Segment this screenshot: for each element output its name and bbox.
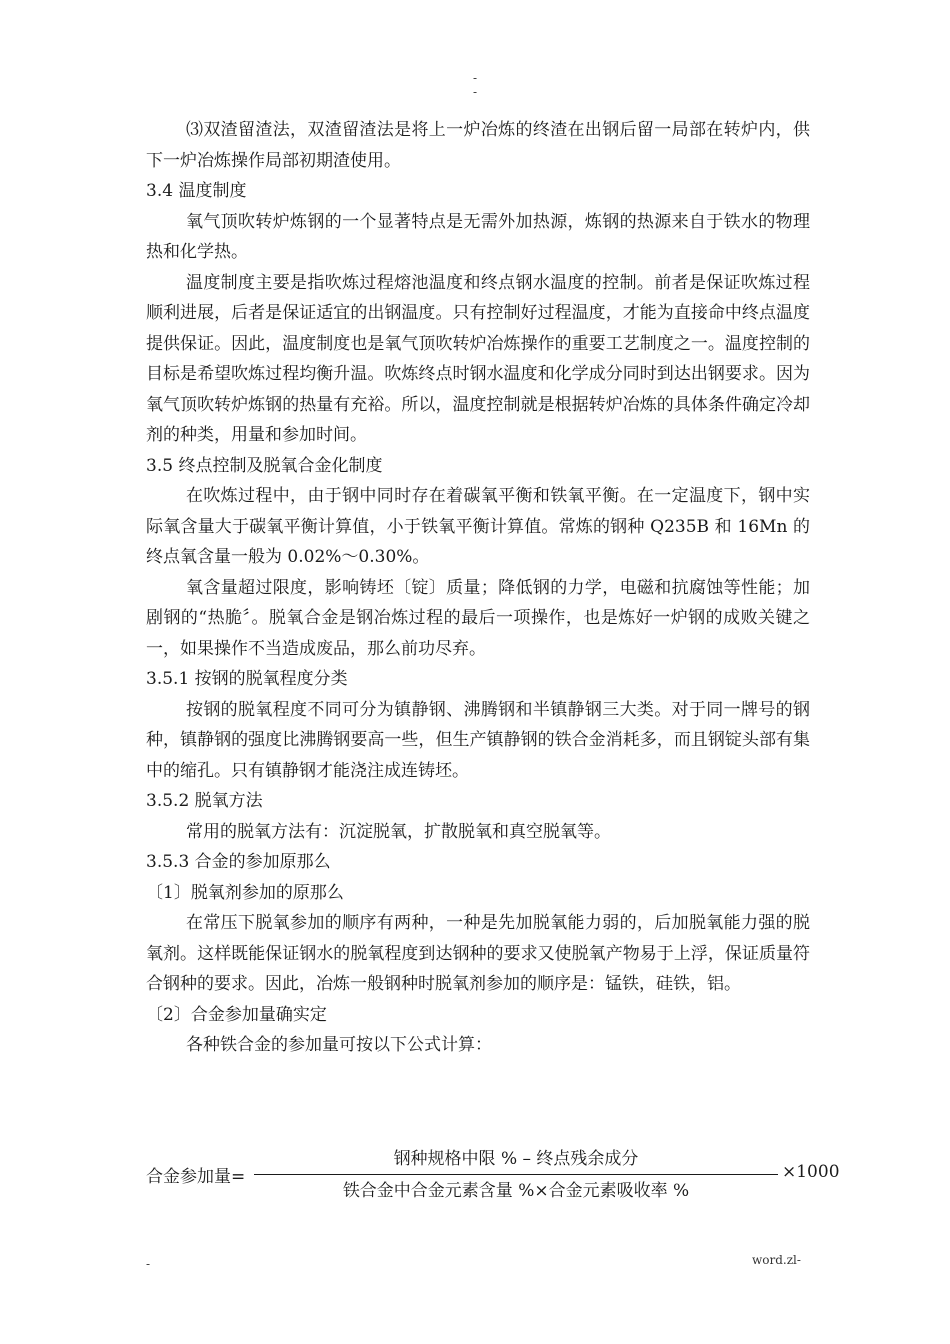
section-heading-3-5-3: 3.5.3 合金的参加原那么 <box>146 852 331 872</box>
paragraph-deoxidation-classes: 按钢的脱氧程度不同可分为镇静钢、沸腾钢和半镇静钢三大类。对于同一牌号的钢种，镇静钢的强度比沸腾钢要高一些，但生产镇静钢的铁合金消耗多，而且钢锭头部有集中的缩孔。只有镇静钢才能浇注成连铸坯。 <box>146 699 810 781</box>
footer-source: word.zl- <box>752 1253 801 1267</box>
formula-multiplier: ×1000 <box>782 1162 840 1182</box>
subheading-deoxidizer-principle: 〔1〕脱氧剂参加的原那么 <box>146 882 344 903</box>
fraction-bar <box>254 1174 778 1175</box>
paragraph-formula-intro: 各种铁合金的参加量可按以下公式计算： <box>186 1035 492 1055</box>
paragraph-oxygen-balance: 在吹炼过程中，由于钢中同时存在着碳氧平衡和铁氧平衡。在一定温度下，钢中实际氧含量大于碳氧平衡计算值，小于铁氧平衡计算值。常炼的钢种 Q235B 和 16Mn 的终点氧含量一般为 0.02%～0.30%。 <box>146 486 810 567</box>
paragraph-deoxidation-methods: 常用的脱氧方法有：沉淀脱氧，扩散脱氧和真空脱氧等。 <box>186 821 611 842</box>
formula-fraction <box>254 1146 778 1204</box>
paragraph-heat-source: 氧气顶吹转炉炼钢的一个显著特点是无需外加热源，炼钢的热源来自于铁水的物理热和化学热。 <box>146 211 810 262</box>
paragraph-double-slag: ⑶双渣留渣法，双渣留渣法是将上一炉冶炼的终渣在出钢后留一局部在转炉内，供下一炉冶炼操作局部初期渣使用。 <box>146 120 810 171</box>
section-heading-3-5-2: 3.5.2 脱氧方法 <box>146 791 263 811</box>
document-body <box>146 115 810 1061</box>
formula-denominator: 铁合金中合金元素含量 %×合金元素吸收率 % <box>342 1181 690 1201</box>
subheading-alloy-amount: 〔2〕合金参加量确实定 <box>146 1004 327 1025</box>
header-mark-top: - <box>472 71 478 85</box>
paragraph-oxygen-limit: 氧含量超过限度，影响铸坯〔锭〕质量；降低钢的力学，电磁和抗腐蚀等性能；加剧钢的“热脆〞。脱氧合金是钢冶炼过程的最后一项操作，也是炼好一炉钢的成败关键之一，如果操作不当造成废品，那么前功尽弃。 <box>146 577 810 659</box>
paragraph-temperature-control: 温度制度主要是指吹炼过程熔池温度和终点钢水温度的控制。前者是保证吹炼过程顺利进展，后者是保证适宜的出钢温度。只有控制好过程温度，才能为直接命中终点温度提供保证。因此，温度制度也是氧气顶吹转炉冶炼操作的重要工艺制度之一。温度控制的目标是希望吹炼过程均衡升温。吹炼终点时钢水温度和化学成分同时到达出钢要求。因为氧气顶吹转炉炼钢的热量有充裕。所以，温度控制就是根据转炉冶炼的具体条件确定冷却剂的种类，用量和参加时间。 <box>146 272 810 445</box>
section-heading-3-5-1: 3.5.1 按钢的脱氧程度分类 <box>146 669 348 689</box>
formula-label: 合金参加量= <box>146 1167 246 1187</box>
header-mark-bottom: - <box>472 85 478 99</box>
formula-numerator: 钢种规格中限 % – 终点残余成分 <box>393 1149 639 1169</box>
section-heading-3-5: 3.5 终点控制及脱氧合金化制度 <box>146 455 383 476</box>
footer-left-mark: - <box>146 1257 151 1271</box>
section-heading-3-4: 3.4 温度制度 <box>146 181 247 201</box>
paragraph-deoxidizer-order: 在常压下脱氧参加的顺序有两种，一种是先加脱氧能力弱的，后加脱氧能力强的脱氧剂。这样既能保证钢水的脱氧程度到达钢种的要求又使脱氧产物易于上浮，保证质量符合钢种的要求。因此，冶炼一般钢种时脱氧剂参加的顺序是：锰铁，硅铁，铝。 <box>146 913 810 994</box>
alloy-addition-formula <box>146 1146 840 1206</box>
